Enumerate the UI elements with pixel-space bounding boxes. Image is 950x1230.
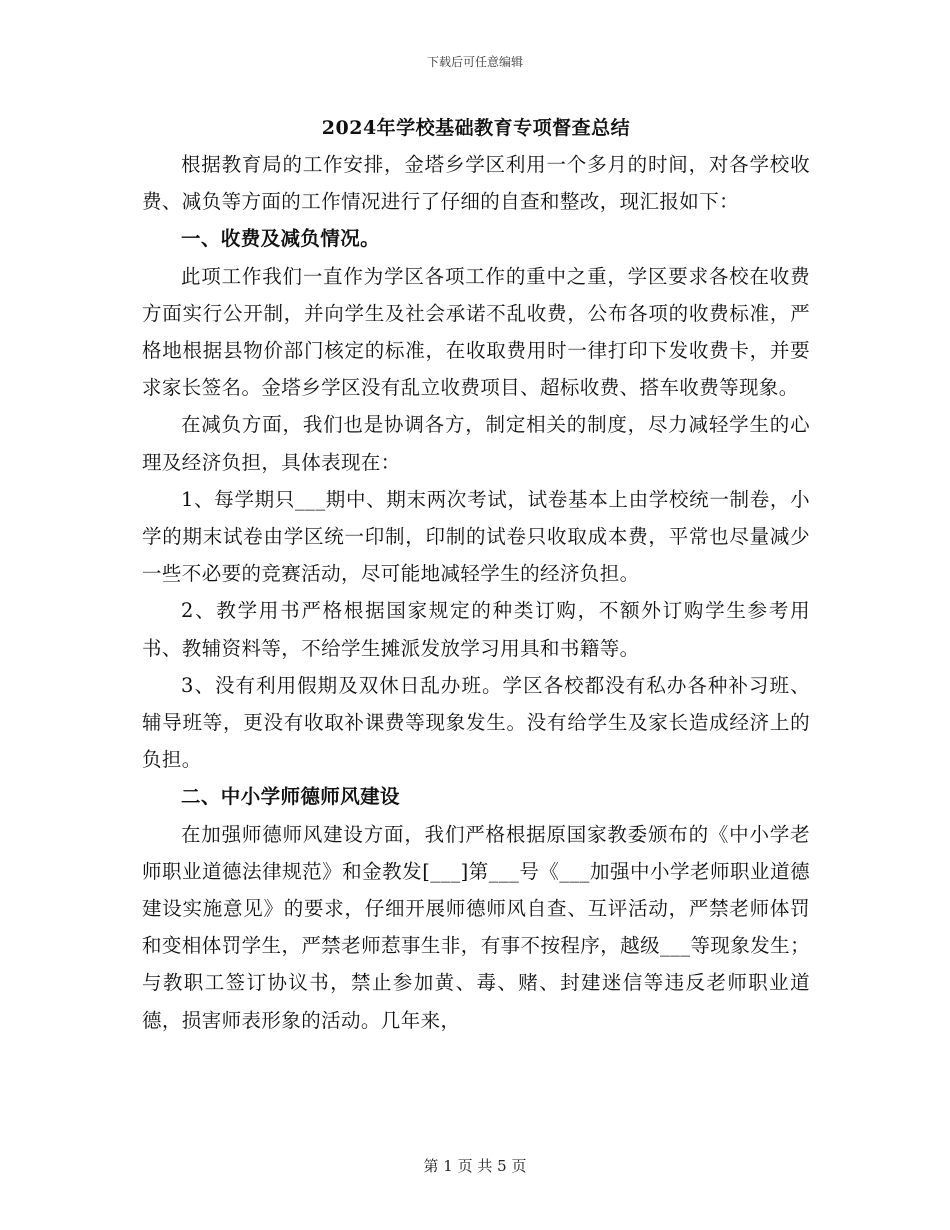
paragraph-fees: 此项工作我们一直作为学区各项工作的重中之重，学区要求各校在收费方面实行公开制，并向学生及社会承诺不乱收费，公布各项的收费标准，严格地根据县物价部门核定的标准，在收取费用时一律打印下发收费卡，并要求家长签名。金塔乡学区没有乱立收费项目、超标收费、搭车收费等现象。 xyxy=(142,264,810,400)
paragraph-item-2: 2、教学用书严格根据国家规定的种类订购，不额外订购学生参考用书、教辅资料等，不给学生摊派发放学习用具和书籍等。 xyxy=(142,599,810,660)
paragraph-burden-intro: 在减负方面，我们也是协调各方，制定相关的制度，尽力减轻学生的心理及经济负担，具体表现在： xyxy=(142,413,810,474)
document-title: 2024年学校基础教育专项督查总结 xyxy=(321,117,631,139)
section-heading-ethics: 二、中小学师德师风建设 xyxy=(181,785,400,809)
paragraph-item-3: 3、没有利用假期及双休日乱办班。学区各校都没有私办各种补习班、辅导班等，更没有收取补课费等现象发生。没有给学生及家长造成经济上的负担。 xyxy=(142,673,810,772)
paragraph-intro: 根据教育局的工作安排，金塔乡学区利用一个多月的时间，对各学校收费、减负等方面的工作情况进行了仔细的自查和整改，现汇报如下： xyxy=(142,153,810,214)
paragraph-item-1: 1、每学期只___期中、期末两次考试，试卷基本上由学校统一制卷，小学的期末试卷由学区统一印制，印制的试卷只收取成本费，平常也尽量减少一些不必要的竞赛活动，尽可能地减轻学生的经济负担。 xyxy=(142,487,810,586)
document-body xyxy=(142,112,810,1039)
section-heading-fees: 一、收费及减负情况。 xyxy=(181,227,381,251)
paragraph-ethics: 在加强师德师风建设方面，我们严格根据原国家教委颁布的《中小学老师职业道德法律规范》和金教发[___]第___号《___加强中小学老师职业道德建设实施意见》的要求，仔细开展师德师风自查、互评活动，严禁老师体罚和变相体罚学生，严禁老师惹事生非，有事不按程序，越级___等现象发生；与教职工签订协议书，禁止参加黄、毒、赌、封建迷信等违反老师职业道德，损害师表形象的活动。几年来， xyxy=(142,822,810,1032)
page-header-note: 下载后可任意编辑 xyxy=(426,55,523,69)
page-footer: 第 1 页 共 5 页 xyxy=(423,1157,527,1175)
